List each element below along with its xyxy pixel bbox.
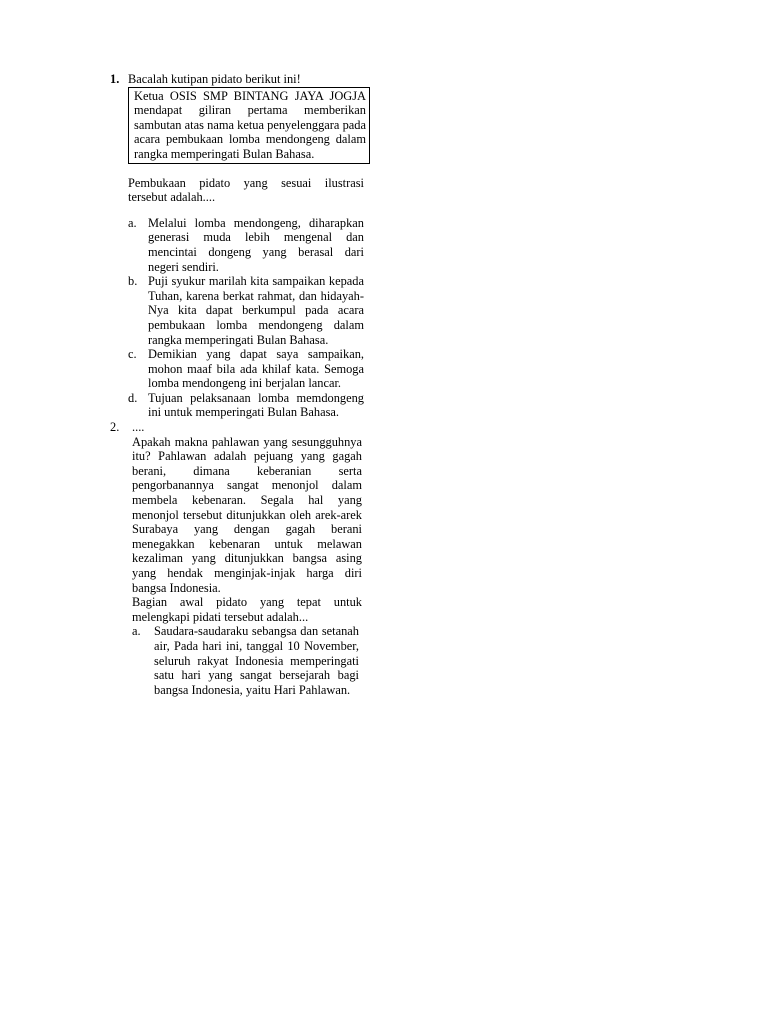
answer-option-b[interactable] — [128, 274, 364, 347]
option-text: Puji syukur marilah kita sampaikan kepada Tuhan, karena berkat rahmat, dan hidayah-Nya kita dapat berkumpul pada acara pembukaan lomba mendongeng dalam rangka memperingati Bulan Bahasa. — [148, 274, 364, 347]
question-prompt: Pembukaan pidato yang sesuai ilustrasi tersebut adalah.... — [128, 175, 364, 205]
question-body — [132, 420, 362, 697]
option-text: Tujuan pelaksanaan lomba memdongeng ini untuk memperingati Bulan Bahasa. — [148, 390, 364, 420]
answer-options — [128, 216, 364, 420]
option-label: a. — [128, 215, 137, 230]
option-label: a. — [132, 624, 141, 639]
question-body — [128, 72, 364, 420]
option-text: Melalui lomba mendongeng, diharapkan generasi muda lebih mengenal dan mencintai dongeng yang berasal dari negeri sendiri. — [148, 215, 364, 274]
answer-option-d[interactable] — [128, 391, 364, 420]
option-label: d. — [128, 390, 138, 405]
question-prompt: Bagian awal pidato yang tepat untuk melengkapi pidati tersebut adalah... — [132, 595, 362, 624]
passage-blank: .... — [132, 420, 145, 435]
question-number: 1. — [110, 72, 120, 86]
question-number: 2. — [110, 420, 120, 435]
question-2 — [110, 420, 364, 697]
answer-option-a[interactable] — [128, 216, 364, 274]
answer-option-c[interactable] — [128, 347, 364, 391]
option-label: c. — [128, 347, 137, 362]
question-1 — [110, 72, 364, 420]
answer-options — [132, 624, 362, 697]
answer-option-a[interactable] — [132, 624, 359, 697]
option-text: Saudara-saudaraku sebangsa dan setanah air, Pada hari ini, tanggal 10 November, seluruh rakyat Indonesia memperingati satu hari yang sangat bersejarah bagi bangsa Indonesia, yaitu Hari Pahlawan. — [154, 624, 359, 697]
question-instruction: Bacalah kutipan pidato berikut ini! — [128, 72, 301, 86]
question-column — [110, 72, 364, 697]
option-label: b. — [128, 274, 138, 289]
speech-passage: Apakah makna pahlawan yang sesungguhnya itu? Pahlawan adalah pejuang yang gagah berani, dimana keberanian serta pengorbanannya sangat menonjol dalam membela kebenaran. Segala hal yang menonjol tersebut ditunjukkan oleh arek-arek Surabaya yang dengan gagah berani menegakkan kebenaran untuk melawan kezaliman yang ditunjukkan bangsa asing yang hendak menginjak-injak harga diri bangsa Indonesia. — [132, 434, 362, 595]
excerpt-box: Ketua OSIS SMP BINTANG JAYA JOGJA mendapat giliran pertama memberikan sambutan atas nama ketua penyelenggara pada acara pembukaan lomba mendongeng dalam rangka memperingati Bulan Bahasa. — [128, 87, 370, 164]
option-text: Demikian yang dapat saya sampaikan, mohon maaf bila ada khilaf kata. Semoga lomba mendongeng ini berjalan lancar. — [148, 347, 364, 391]
